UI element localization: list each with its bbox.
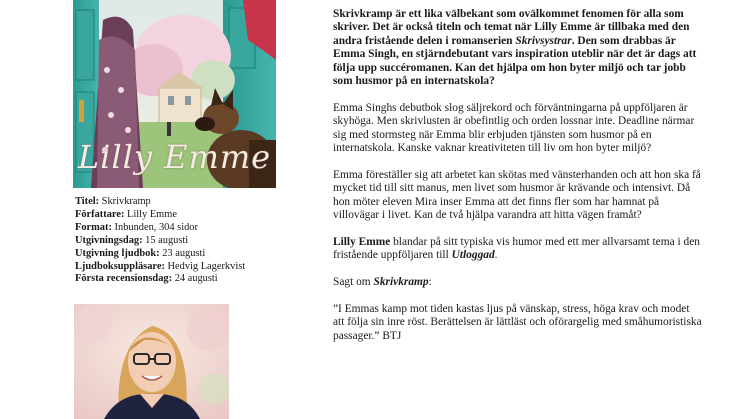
meta-format-label: Format: — [75, 221, 112, 233]
meta-narrator-row — [75, 261, 295, 274]
p4-end: . — [494, 249, 498, 262]
meta-narrator-label: Ljudboksuppläsare: — [75, 260, 165, 272]
meta-audio-release-value: 23 augusti — [162, 247, 206, 259]
author-photo — [74, 304, 229, 419]
meta-author-value: Lilly Emme — [127, 208, 177, 220]
lead-text-a: Skrivkramp är ett lika välbekant som ovälkommet fenomen för alla som skriver. Det är också titeln och temat när Lilly Emme är tillbaka med den andra fristående delen i romanserien — [333, 8, 690, 47]
paragraph-5 — [333, 276, 703, 289]
meta-review-label: Första recensionsdag: — [75, 273, 173, 285]
book-metadata — [75, 196, 295, 286]
meta-release-label: Utgivningsdag: — [75, 234, 143, 246]
meta-title-row — [75, 196, 295, 209]
p5-suffix: : — [428, 276, 432, 289]
author-portrait — [74, 304, 229, 419]
paragraph-3: Emma föreställer sig att arbetet kan skötas med vänsterhanden och att hon ska få mycket tid till sitt manus, men livet som husmor är krävande och intensivt. Då hon möter eleven Mira inser Emma att det finns fler som har hamnat på villovägar i livet. Kan de två hjälpa varandra att hitta vägen framåt? — [333, 168, 701, 222]
meta-release-value: 15 augusti — [145, 234, 189, 246]
p4-text: blandar på sitt typiska vis humor med ett mer allvarsamt tema i den fristående uppföljaren till — [333, 235, 700, 262]
p5-prefix: Sagt om — [333, 276, 374, 289]
p5-book-title: Skrivkramp — [373, 276, 429, 289]
meta-narrator-value: Hedvig Lagerkvist — [167, 260, 246, 272]
meta-author-row — [75, 209, 295, 222]
book-cover — [73, 0, 276, 188]
meta-release-row — [75, 235, 295, 248]
paragraph-4 — [333, 236, 703, 263]
press-release-body — [333, 8, 703, 356]
p4-author-name: Lilly Emme — [333, 235, 391, 248]
meta-audio-release-row — [75, 248, 295, 261]
meta-review-value: 24 augusti — [174, 273, 218, 285]
cover-author-name: Lilly Emme — [77, 138, 272, 176]
meta-review-row — [75, 273, 295, 286]
lead-text-b: . Den som drabbas är Emma Singh, en stjärndebutant vars inspiration uteblir när det är dags att följa upp succéromanen. Kan det hjälpa om hon byter miljö och tar jobb som husmor på en internatskola? — [333, 34, 697, 88]
paragraph-2: Emma Singhs debutbok slog säljrekord och förväntningarna på uppföljaren är skyhöga. Men skrivlusten är obefintlig och orden lossnar inte. Deadline närmar sig med stormsteg när Emma blir erbjuden tjänsten som husmor på en internatskola. Kanske vaknar kreativiteten till liv om hon byter miljö? — [333, 101, 695, 155]
lead-paragraph — [333, 8, 703, 88]
lead-series-title: Skrivsystrar — [515, 34, 572, 47]
meta-format-row — [75, 222, 295, 235]
meta-author-label: Författare: — [75, 208, 125, 220]
meta-format-value: Inbunden, 304 sidor — [114, 221, 198, 233]
meta-title-label: Titel: — [75, 196, 100, 207]
review-quote: ”I Emmas kamp mot tiden kastas ljus på vänskap, stress, höga krav och modet att följa sin inre röst. Berättelsen är lättläst och oförargelig med småhumoristiska passager.” BTJ — [333, 302, 702, 342]
p4-book-title: Utloggad — [451, 249, 495, 262]
meta-title-value: Skrivkramp — [101, 196, 151, 207]
meta-audio-release-label: Utgivning ljudbok: — [75, 247, 160, 259]
